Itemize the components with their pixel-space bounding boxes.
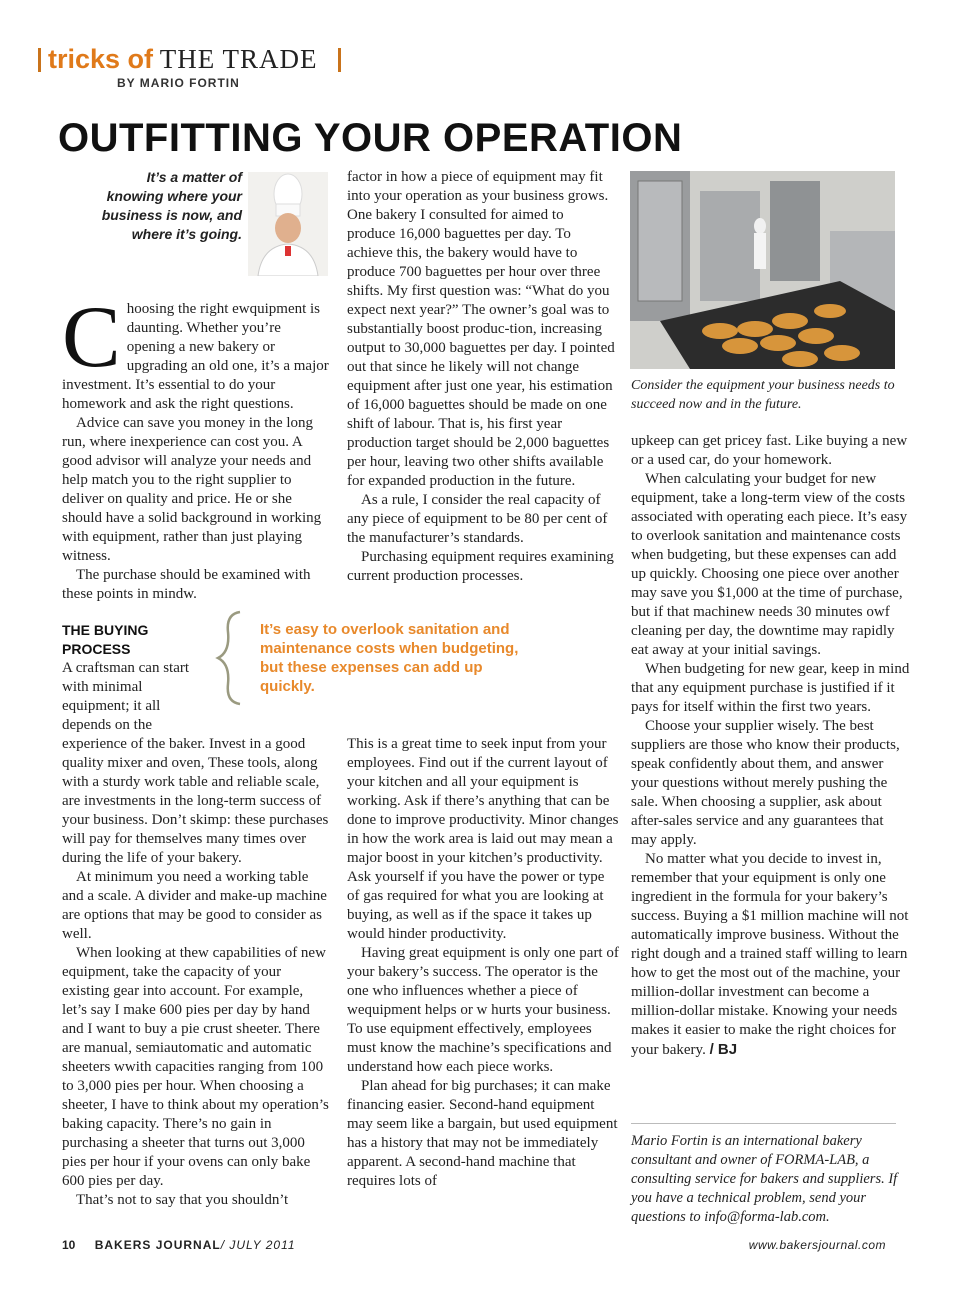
paragraph: Having great equipment is only one part of your bakery’s success. The operator is the one who influences whether a piece of wequipment helps or w hurts your business. To use equipment effectively, employees must know the machine’s specifications and understand how each piece works.: [347, 945, 619, 1075]
paragraph: Advice can save you money in the long run, where inexperience can cost you. A good advisor will analyze your needs and help match you to the right supplier to deliver on quality and price. He or she should have a solid background in working with equipment, rather than just playing witness.: [62, 415, 322, 564]
paragraph-text: hoosing the right ewquipment is daunting. Whether you’re opening a new bakery or upgrading an old one, it’s a major investment. It’s essential to do your homework and ask the right questions.: [62, 301, 329, 412]
byline: BY MARIO FORTIN: [117, 76, 240, 90]
drop-cap: C: [62, 289, 121, 386]
bakery-kitchen-photo: [630, 171, 895, 369]
section-name: THE TRADE: [159, 44, 318, 74]
header-bar-left: [38, 48, 41, 72]
footer-left: [62, 1238, 296, 1252]
section-header: [48, 44, 318, 75]
paragraph: [631, 850, 911, 1060]
paragraph: [62, 735, 330, 868]
column-2-top: [347, 168, 615, 586]
paragraph: Purchasing equipment requires examining current production processes.: [347, 549, 614, 584]
paragraph: That’s not to say that you shouldn’t: [76, 1192, 289, 1208]
section-prefix: tricks of: [48, 44, 154, 74]
paragraph: When budgeting for new gear, keep in mind that any equipment purchase is justified if it pays for itself within the first two years.: [631, 661, 910, 715]
column-1-narrow: [62, 659, 212, 735]
paragraph: The purchase should be examined with these points in mindw.: [62, 567, 311, 602]
column-1: [62, 289, 330, 604]
article-title: OUTFITTING YOUR OPERATION: [58, 116, 683, 160]
journal-name: BAKERS JOURNAL: [94, 1238, 221, 1252]
subhead-buying-process: THE BUYING PROCESS: [62, 622, 149, 657]
column-3: [631, 432, 911, 1060]
column-2-bottom: [347, 735, 619, 1191]
paragraph: [62, 659, 212, 735]
author-bio: Mario Fortin is an international bakery consultant and owner of FORMA-LAB, a consulting service for bakers and suppliers. If you have a technical problem, send your questions to info@forma-lab.com.: [631, 1133, 898, 1225]
issue-date: / JULY 2011: [220, 1238, 296, 1252]
paragraph-text-b: experience of the baker. Invest in a good quality mixer and oven, These tools, along with a sturdy work table and reliable scale, are investments in the long-term success of your business. Don’t skimp: these purchases will pay for themselves many times over during the life of your bakery.: [62, 736, 329, 866]
footer-url: www.bakersjournal.com: [748, 1238, 886, 1252]
paragraph: When calculating your budget for new equipment, take a long-term view of the costs associated with operating each piece. It’s easy to overlook sanitation and maintenance costs when budgeting, but these expenses can add up quickly. Choosing one piece over another may save you $1,000 at the time of purchase, but if that machinew needs 30 minutes owf cleaning per day, the downtime may rapidly eat away at your initial savings.: [631, 471, 908, 658]
header-bar-right: [338, 48, 341, 72]
author-portrait: [248, 172, 328, 276]
page-number: 10: [62, 1238, 76, 1252]
pull-quote: It’s easy to overlook sanitation and maintenance costs when budgeting, but these expenses can add up quickly.: [260, 621, 519, 695]
paragraph: At minimum you need a working table and a scale. A divider and make-up machine are options that may be good to consider as well.: [62, 869, 327, 942]
signoff: / BJ: [709, 1041, 738, 1058]
paragraph-text-a: A craftsman can start with minimal equipment; it all depends on the: [62, 660, 190, 733]
paragraph: When looking at thew capabilities of new equipment, take the capacity of your existing gear into account. For example, let’s say I make 600 pies per day by hand and I want to buy a pie crust sheeter. There are manual, semiautomatic and automatic sheeters wwith capacities ranging from 100 to 3,000 pies per hour. When choosing a sheeter, I have to think about my operation’s baking capacity. There’s no gain in purchasing a sheeter that turns out 3,000 pies per hour if your ovens can only bake 600 pies per day.: [62, 945, 329, 1189]
paragraph: factor in how a piece of equipment may fit into your operation as your business grows. One bakery I consulted for aimed to produce 16,000 baguettes per day. To achieve this, the bakery would have to produce 700 baguettes per hour over three shifts. My first question was: “What do you expect next year?” The owner’s goal was to substantially boost produc-tion, increasing output to 30,000 baguettes per day. I pointed out that since he likely will not change equipment after just one year, his estimation of 16,000 baguettes should be made on one shift of labour. That is, his first year production target should be 2,000 baguettes per hour, leaving two other shifts available for expanded production in the future.: [347, 169, 615, 489]
paragraph: upkeep can get pricey fast. Like buying a new or a used car, do your homework.: [631, 433, 908, 468]
column-1-lower: [62, 735, 330, 1210]
photo-caption: Consider the equipment your business needs to succeed now and in the future.: [631, 378, 895, 412]
paragraph: As a rule, I consider the real capacity of any piece of equipment to be 80 per cent of the manufacturer’s standards.: [347, 492, 608, 546]
paragraph: Choose your supplier wisely. The best suppliers are those who know their products, speak confidently about them, and answer your questions without merely pushing the sale. When choosing a supplier, ask about after-sales service and any guarantees that may apply.: [631, 718, 900, 848]
paragraph: [62, 289, 330, 414]
paragraph-text: No matter what you decide to invest in, remember that your equipment is only one ingredient in the formula for your bakery’s success. Buying a $1 million machine will not automatically improve business. Without the right dough and a trained staff willing to learn how to get the most out of the machine, your million-dollar investment can become a million-dollar mistake. Knowing your needs makes it easier to make the right choices for your bakery.: [631, 851, 909, 1058]
article-deck: It’s a matter of knowing where your business is now, and where it’s going.: [101, 169, 242, 242]
brace-ornament: [212, 608, 252, 708]
paragraph: Plan ahead for big purchases; it can make financing easier. Second-hand equipment may seem like a bargain, but used equipment has a history that may not be immediately apparent. A second-hand machine that requires lots of: [347, 1078, 618, 1189]
bio-divider: [631, 1123, 896, 1124]
paragraph: This is a great time to seek input from your employees. Find out if the current layout of your kitchen and all your equipment is working. Ask if there’s anything that can be done to improve productivity. Minor changes in how the work area is laid out may mean a major boost in your kitchen’s productivity. Ask yourself if you have the power or type of gas required for what you are looking at buying, as well as if the space it takes up would hinder productivity.: [347, 736, 619, 942]
